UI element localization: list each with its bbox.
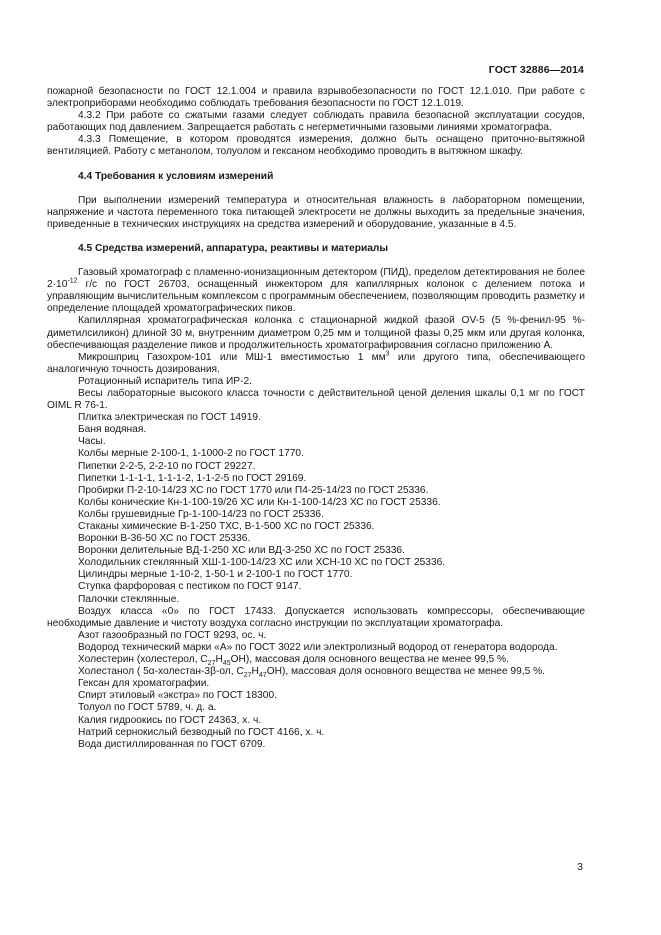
list-item: Толуол по ГОСТ 5789, ч. д. а.	[78, 702, 217, 714]
list-item: Колбы грушевидные Гр-1-100-14/23 по ГОСТ 25336.	[78, 508, 324, 520]
list-item: Палочки стеклянные.	[78, 593, 180, 605]
paragraph-fire-safety: пожарной безопасности по ГОСТ 12.1.004 и правила взрывобезопасности по ГОСТ 12.1.010. При работе с электроприборами необходимо соблюдать требования безопасности по ГОСТ 12.1.019.	[47, 86, 585, 110]
paragraph-4-3-3: 4.3.3 Помещение, в котором проводятся измерения, должно быть оснащено приточно-вытяжной вентиляцией. Работу с метанолом, толуолом и гексаном необходимо проводить в вытяжном шкафу.	[47, 134, 585, 158]
paragraph-cholesterol: Холестерин (холестерол, $C_{27}H_{45}OH$), массовая доля основного вещества не менее 99,5 %.	[78, 654, 509, 668]
section-heading-4-4: 4.4 Требования к условиям измерений	[78, 170, 274, 182]
list-item: Пробирки П-2-10-14/23 ХС по ГОСТ 1770 или П4-25-14/23 по ГОСТ 25336.	[78, 484, 429, 496]
list-item: Воронки В-36-50 ХС по ГОСТ 25336.	[78, 533, 251, 545]
paragraph-chromatograph: Газовый хроматограф с пламенно-ионизационным детектором (ПИД), пределом детектирования не более $2\cdot 10^{-12}$ г/с по ГОСТ 26703, оснащенный инжектором для капиллярных колонок с делением потока и управляющим вычислительным комплексом с программным обеспечением, позволяющим проводить разметку и определение площадей хроматографических пиков.	[47, 267, 585, 315]
list-item: Баня водяная.	[78, 424, 147, 436]
list-item: Калия гидроокись по ГОСТ 24363, х. ч.	[78, 714, 262, 726]
list-item: Ступка фарфоровая с пестиком по ГОСТ 9147.	[78, 581, 302, 593]
list-item: Пипетки 2-2-5, 2-2-10 по ГОСТ 29227.	[78, 460, 256, 472]
page-content	[47, 86, 585, 751]
list-item: Стаканы химические В-1-250 ТХС, В-1-500 ХС по ГОСТ 25336.	[78, 521, 375, 532]
list-item: Воздух класса «0» по ГОСТ 17433. Допускается использовать компрессоры, обеспечивающие необходимые давление и чистоту воздуха согласно инструкции по эксплуатации хроматографа.	[47, 605, 585, 629]
paragraph-column: Капиллярная хроматографическая колонка с стационарной жидкой фазой OV-5 (5 %-фенил-95 %-диметилсиликон) длиной 30 м, внутренним диаметром 0,25 мм и толщиной фазы 0,25 мкм или другая колонка, обеспечивающая разделение пиков и продолжительность хроматографирования согласно приложению А.	[47, 315, 585, 351]
list-item: Колбы мерные 2-100-1, 1-1000-2 по ГОСТ 1770.	[78, 448, 304, 460]
section-heading-4-5: 4.5 Средства измерений, аппаратура, реактивы и материалы	[78, 242, 389, 254]
list-item: Пипетки 1-1-1-1, 1-1-1-2, 1-1-2-5 по ГОСТ 29169.	[78, 472, 307, 484]
list-item: Весы лабораторные высокого класса точности с действительной ценой деления шкалы 0,1 мг по ГОСТ OIML R 76-1.	[47, 387, 585, 412]
list-item: Часы.	[78, 436, 106, 448]
list-item: Холодильник стеклянный ХШ-1-100-14/23 ХС или ХСН-10 ХС по ГОСТ 25336.	[78, 557, 446, 569]
list-item: Воронки делительные ВД-1-250 ХС или ВД-3-250 ХС по ГОСТ 25336.	[78, 545, 405, 557]
paragraph-cholestanol: Холестанол ( 5α-холестан-3β-ол, $C_{27}H_{47}OH$), массовая доля основного вещества не менее 99,5 %.	[78, 666, 545, 680]
standard-code-header: ГОСТ 32886—2014	[488, 64, 584, 76]
list-item: Водород технический марки «А» по ГОСТ 3022 или электролизный водород от генератора водорода.	[78, 641, 558, 653]
list-item: Вода дистиллированная по ГОСТ 6709.	[78, 738, 266, 750]
list-item: Натрий сернокислый безводный по ГОСТ 4166, х. ч.	[78, 726, 325, 738]
paragraph-microsyringe: Микрошприц Газохром-101 или МШ-1 вместимостью 1 $мм^3$ или другого типа, обеспечивающего аналогичную точность дозирования.	[47, 350, 585, 375]
list-item: Гексан для хроматографии.	[78, 678, 210, 690]
list-item: Колбы конические Кн-1-100-19/26 ХС или Кн-1-100-14/23 ХС по ГОСТ 25336.	[78, 496, 441, 508]
paragraph-4-3-2: 4.3.2 При работе со сжатыми газами следует соблюдать правила безопасной эксплуатации сосудов, работающих под давлением. Запрещается работать с негерметичными газовыми линиями хроматографа.	[47, 110, 585, 134]
list-item: Плитка электрическая по ГОСТ 14919.	[78, 412, 261, 424]
list-item: Спирт этиловый «экстра» по ГОСТ 18300.	[78, 690, 277, 702]
list-item: Азот газообразный по ГОСТ 9293, ос. ч.	[78, 629, 267, 641]
paragraph-4-4-text: При выполнении измерений температура и относительная влажность в лабораторном помещении, напряжение и частота переменного тока питающей электросети не должны выходить за предельные значения, приведенные в технических инструкциях на средства измерений и оборудование, указанные в 4.5.	[47, 194, 585, 230]
list-item: Цилиндры мерные 1-10-2, 1-50-1 и 2-100-1 по ГОСТ 1770.	[78, 569, 353, 581]
list-item: Ротационный испаритель типа ИР-2.	[78, 375, 252, 387]
page-number: 3	[577, 861, 583, 873]
